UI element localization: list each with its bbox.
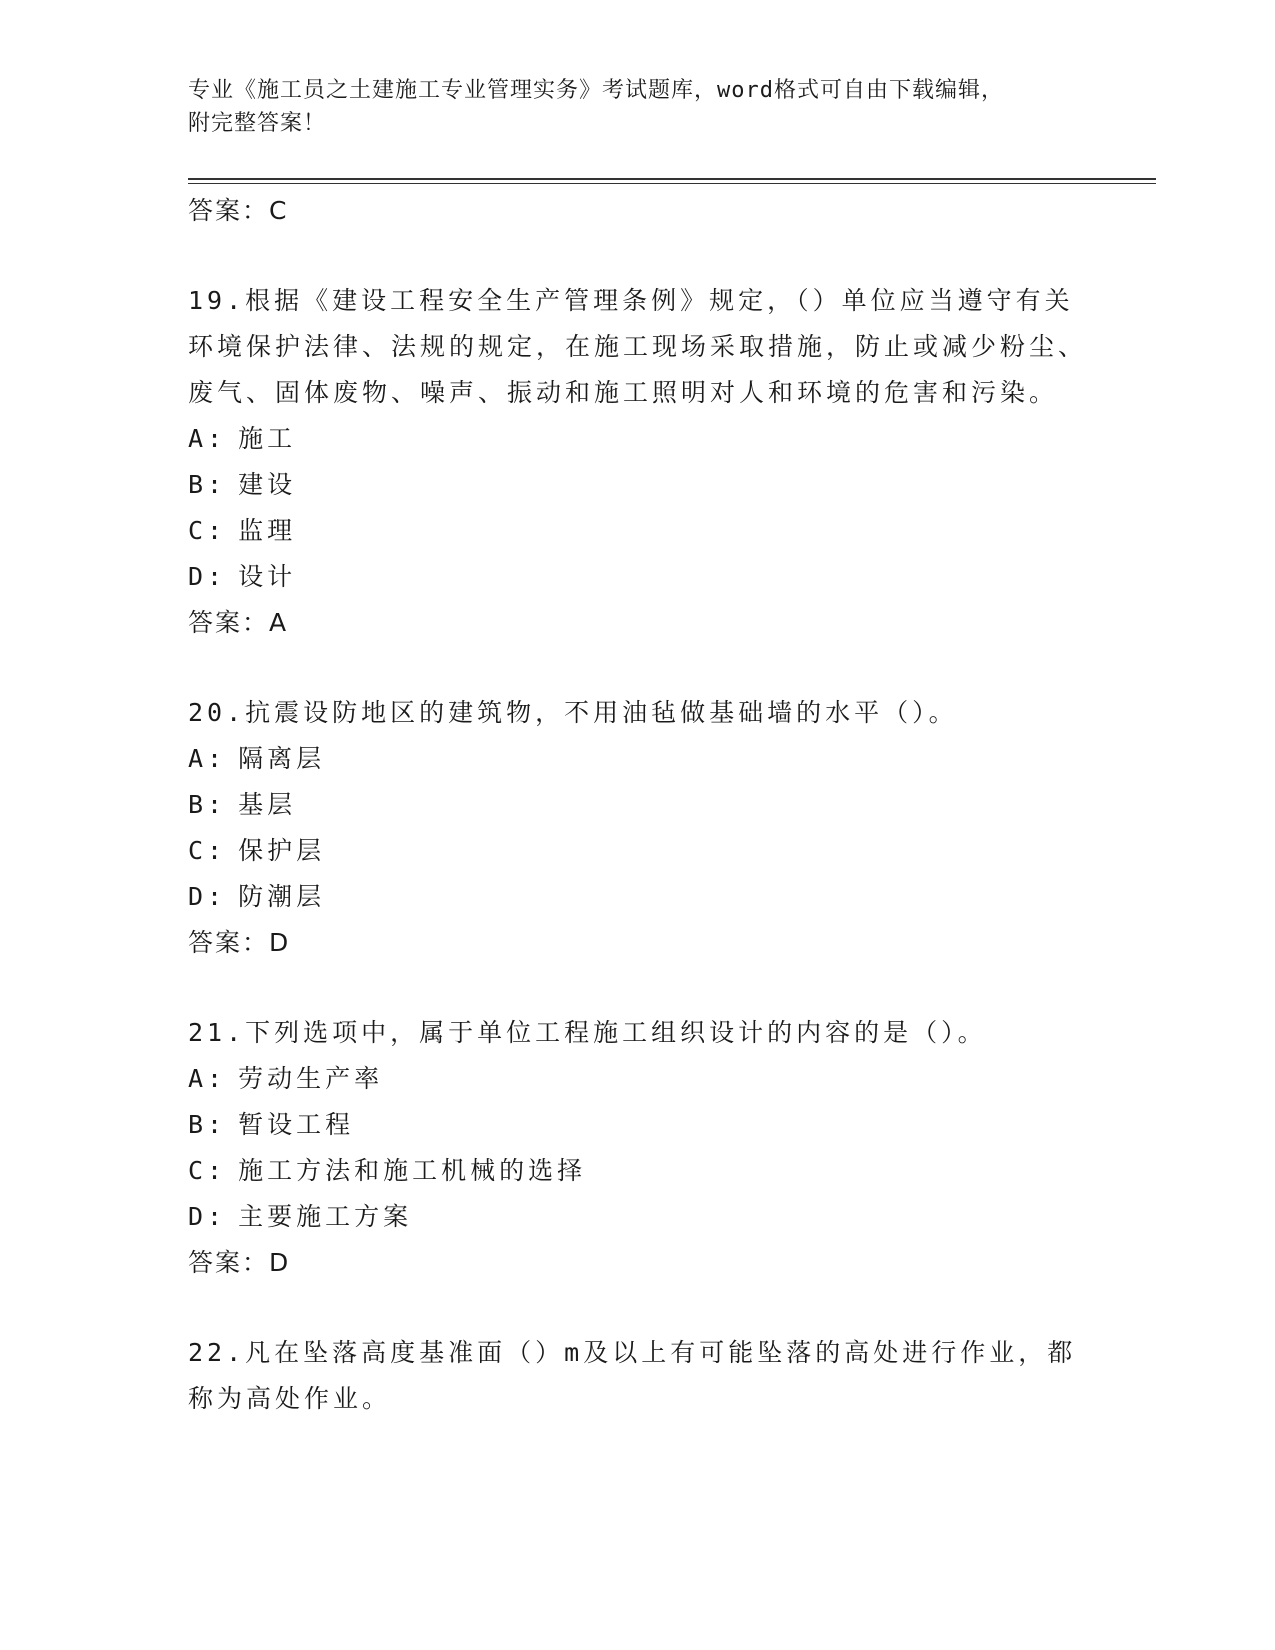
option-c (188, 508, 1088, 554)
option-text: 设计 (238, 562, 297, 591)
option-text: 基层 (238, 790, 297, 819)
option-text: 监理 (238, 516, 297, 545)
option-key: C: (188, 516, 227, 545)
question-text: 19.根据《建设工程安全生产管理条例》规定，（）单位应当遵守有关环境保护法律、法规的规定，在施工现场采取措施，防止或减少粉尘、废气、固体废物、噪声、振动和施工照明对人和环境的危害和污染。 (188, 286, 1088, 407)
header-divider (188, 178, 1156, 184)
answer-line: 答案：D (188, 928, 291, 957)
option-key: D: (188, 562, 227, 591)
option-key: A: (188, 744, 227, 773)
option-a (188, 416, 1088, 462)
option-key: C: (188, 1156, 227, 1185)
header-line-2: 附完整答案！ (188, 111, 327, 136)
option-d (188, 1194, 1088, 1240)
option-text: 隔离层 (238, 744, 326, 773)
question-20 (188, 690, 1088, 965)
option-key: B: (188, 790, 227, 819)
option-text: 建设 (238, 470, 297, 499)
question-text: 21.下列选项中，属于单位工程施工组织设计的内容的是（）。 (188, 1018, 987, 1047)
question-21 (188, 1010, 1088, 1285)
option-a (188, 736, 1088, 782)
option-text: 暂设工程 (238, 1110, 355, 1139)
option-text: 保护层 (238, 836, 326, 865)
question-text: 22.凡在坠落高度基准面（）m及以上有可能坠落的高处进行作业，都称为高处作业。 (188, 1338, 1077, 1413)
option-key: D: (188, 882, 227, 911)
document-header (188, 74, 1088, 140)
option-c (188, 1148, 1088, 1194)
option-key: A: (188, 424, 227, 453)
option-d (188, 874, 1088, 920)
option-key: A: (188, 1064, 227, 1093)
question-list (188, 188, 1088, 1422)
option-text: 施工 (238, 424, 297, 453)
option-text: 施工方法和施工机械的选择 (238, 1156, 587, 1185)
option-b (188, 462, 1088, 508)
question-22 (188, 1330, 1088, 1422)
answer-line: 答案：D (188, 1248, 291, 1277)
option-text: 主要施工方案 (238, 1202, 413, 1231)
option-text: 劳动生产率 (238, 1064, 384, 1093)
header-line-1: 专业《施工员之土建施工专业管理实务》考试题库，word格式可自由下载编辑， (188, 78, 1004, 103)
option-c (188, 828, 1088, 874)
answer-line: 答案：C (188, 196, 289, 225)
answer-line: 答案：A (188, 608, 289, 637)
option-d (188, 554, 1088, 600)
option-text: 防潮层 (238, 882, 326, 911)
option-key: D: (188, 1202, 227, 1231)
question-text: 20.抗震设防地区的建筑物，不用油毡做基础墙的水平（）。 (188, 698, 958, 727)
question-19 (188, 278, 1088, 645)
option-key: C: (188, 836, 227, 865)
option-a (188, 1056, 1088, 1102)
option-key: B: (188, 1110, 227, 1139)
option-key: B: (188, 470, 227, 499)
option-b (188, 1102, 1088, 1148)
option-b (188, 782, 1088, 828)
